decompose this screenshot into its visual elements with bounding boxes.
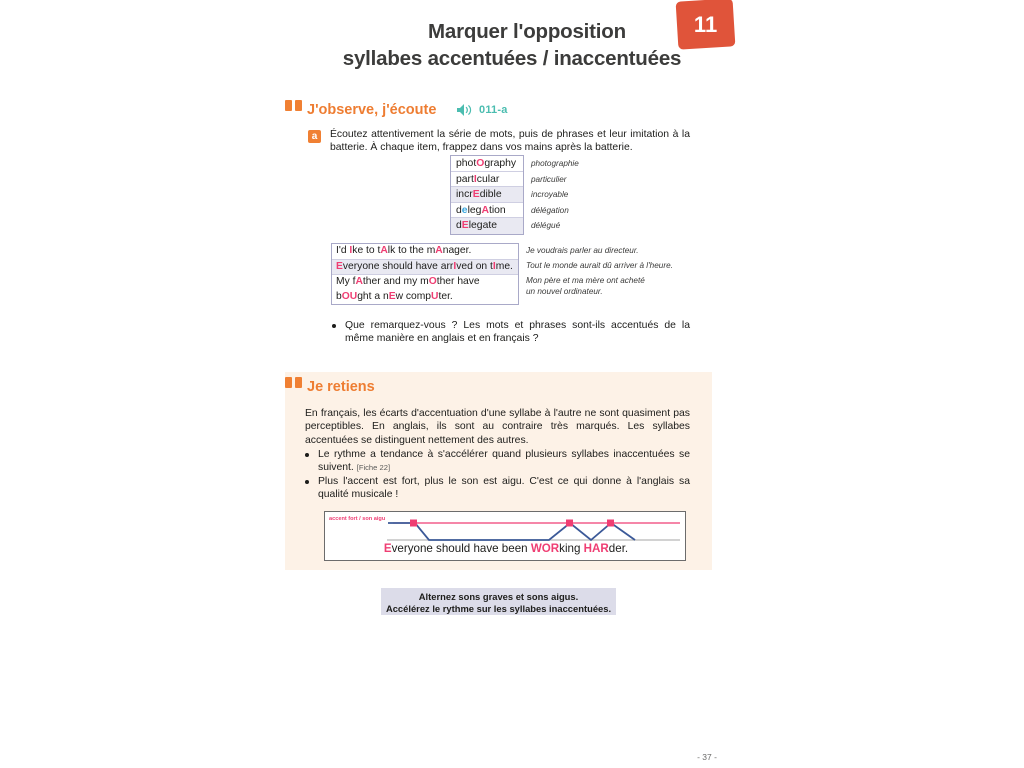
- bullet-dot-icon: [305, 453, 309, 457]
- sentence-stress-box: [331, 243, 519, 305]
- tip-line-1: Alternez sons graves et sons aigus.: [418, 591, 579, 602]
- word-row: incrEdible incroyable: [451, 187, 523, 203]
- page-title-line-1: Marquer l'opposition: [428, 20, 626, 43]
- retiens-paragraph: En français, les écarts d'accentuation d'une syllabe à l'autre ne sont quasiment pas perceptibles. En anglais, ils sont au contraire très marqués. Les syllabes accentuées se distinguent nettement des autres.: [305, 408, 690, 446]
- word-stress-table: [450, 155, 579, 235]
- word-gloss: incroyable: [531, 190, 569, 199]
- word-gloss: délégué: [531, 221, 561, 230]
- retiens-bullet-2-text: Plus l'accent est fort, plus le son est aigu. C'est ce qui donne à l'anglais sa qualité musicale !: [318, 476, 690, 501]
- question-bullet-text: Que remarquez-vous ? Les mots et phrases sont-ils accentués de la même manière en anglais et en français ?: [345, 320, 690, 345]
- exercise-instruction: Écoutez attentivement la série de mots, puis de phrases et leur imitation à la batterie. À chaque item, frappez dans vos mains après la batterie.: [330, 129, 690, 154]
- pitch-contour-svg: [325, 512, 685, 544]
- word-gloss: photographie: [531, 159, 579, 168]
- page-number-text: - 37 -: [697, 752, 717, 762]
- sentence-row: I'd Ike to tAlk to the mAnager.: [332, 244, 518, 260]
- word-gloss: particulier: [531, 174, 567, 184]
- page-title-line-2: syllabes accentuées / inaccentuées: [342, 47, 682, 70]
- retiens-bullet-1-ref: [Fiche 22]: [356, 463, 391, 473]
- sentence-row: My fAther and my mOther have bOUght a nEw compUter.: [336, 276, 480, 302]
- french-gloss: Tout le monde aurait dû arriver à l'heure.: [526, 260, 673, 270]
- word-row: photOgraphy photographie: [451, 156, 523, 172]
- retiens-bullet-1-text: Le rythme a tendance à s'accélérer quand plusieurs syllabes inaccentuées se suivent.: [318, 449, 690, 474]
- corner-bracket-icon: [285, 100, 305, 112]
- sentence-row: Everyone should have arrIved on tIme.: [332, 260, 518, 276]
- audio-track-chip[interactable]: [456, 103, 508, 117]
- tip-box: [381, 588, 616, 615]
- page-header: [0, 18, 1024, 72]
- page-number: [0, 752, 1024, 762]
- chapter-badge: [676, 0, 736, 50]
- french-gloss: Mon père et ma mère ont acheté un nouvel ordinateur.: [526, 276, 645, 296]
- corner-bracket-icon: [285, 377, 305, 389]
- retiens-bullet-2: [305, 475, 690, 502]
- word-row: dElegate délégué: [451, 218, 523, 234]
- tip-line-2: Accélérez le rythme sur les syllabes inaccentuées.: [385, 602, 612, 614]
- section-title-observe: J'observe, j'écoute: [307, 102, 437, 118]
- question-bullet: [332, 319, 690, 346]
- word-gloss: délégation: [531, 205, 569, 215]
- word-row: delegAtion délégation: [451, 203, 523, 219]
- word-row: partIcular particulier: [451, 172, 523, 188]
- exercise-marker-a: a: [308, 130, 321, 143]
- french-gloss: Je voudrais parler au directeur.: [526, 246, 639, 255]
- section-title-retiens: Je retiens: [307, 379, 375, 395]
- pitch-contour-diagram: [324, 511, 686, 561]
- bullet-dot-icon: [305, 480, 309, 484]
- audio-track-label: 011-a: [479, 104, 508, 116]
- pitch-sentence: Everyone should have been WORking HARder.: [383, 542, 629, 555]
- chapter-number: 11: [693, 11, 718, 37]
- speaker-icon: [456, 103, 474, 117]
- retiens-bullet-1: [305, 448, 690, 475]
- bullet-dot-icon: [332, 324, 336, 328]
- pitch-high-line-label: accent fort / son aigu: [329, 516, 386, 522]
